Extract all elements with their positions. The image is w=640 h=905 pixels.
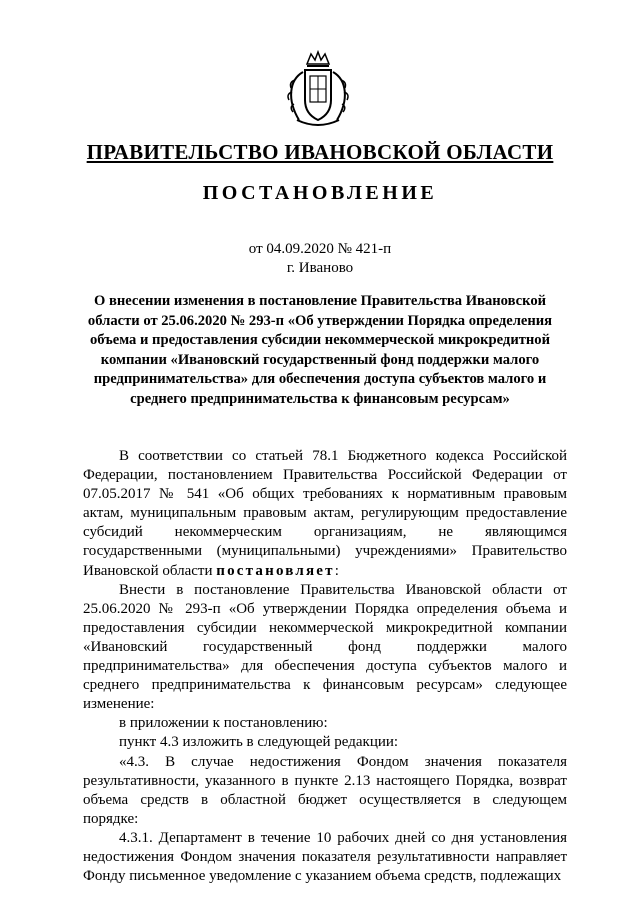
paragraph-1: Внести в постановление Правительства Ивановской области от 25.06.2020 № 293-п «Об утверждении Порядка определения объема и предоставления субсидии некоммерческой микрокредитной компании «Ивановский государственный фонд поддержки малого предпринимательства» для обеспечения доступа субъектов малого и среднего предпринимательства к финансовым ресурсам» следующее изменение: [83,581,567,713]
organization-name: ПРАВИТЕЛЬСТВО ИВАНОВСКОЙ ОБЛАСТИ [86,140,554,164]
paragraph-3: пункт 4.3 изложить в следующей редакции: [119,734,399,751]
date-number: от 04.09.2020 № 421-п [248,241,392,257]
city: г. Иваново [286,260,354,276]
preamble-paragraph [83,447,567,581]
document-body [83,447,567,886]
paragraph-4: «4.3. В случае недостижения Фондом значения показателя результативности, указанного в пункте 2.13 настоящего Порядка, возврат объема средств в областной бюджет осуществляется в следующем порядке: [83,753,567,827]
coat-of-arms-icon [283,50,353,130]
decree-colon: : [334,562,339,579]
paragraph-5: 4.3.1. Департамент в течение 10 рабочих дней со дня установления недостижения Фондом значения показателя результативности направляет Фонду письменное уведомление с указанием объема средств, подлежащих [83,829,567,885]
paragraph-2: в приложении к постановлению: [119,715,328,732]
document-title: О внесении изменения в постановление Правительства Ивановской области от 25.06.2020 № 293-п «Об утверждении Порядка определения объема и предоставления субсидии некоммерческой микрокредитной компании «Ивановский государственный фонд поддержки малого предпринимательства» для обеспечения доступа субъектов малого и среднего предпринимательства к финансовым ресурсам» [87,293,553,407]
document-meta [0,240,640,278]
decree-word: постановляет [216,562,335,579]
document-type: ПОСТАНОВЛЕНИЕ [202,182,438,204]
preamble-text: В соответствии со статьей 78.1 Бюджетного кодекса Российской Федерации, постановлением Правительства Российской Федерации от 07.05.2017 № 541 «Об общих требованиях к нормативным правовым актам, муниципальным правовым актам, регулирующим предоставление субсидий некоммерческим организациям, не являющимся государственными (муниципальными) учреждениями» Правительство Ивановской области [83,448,567,579]
